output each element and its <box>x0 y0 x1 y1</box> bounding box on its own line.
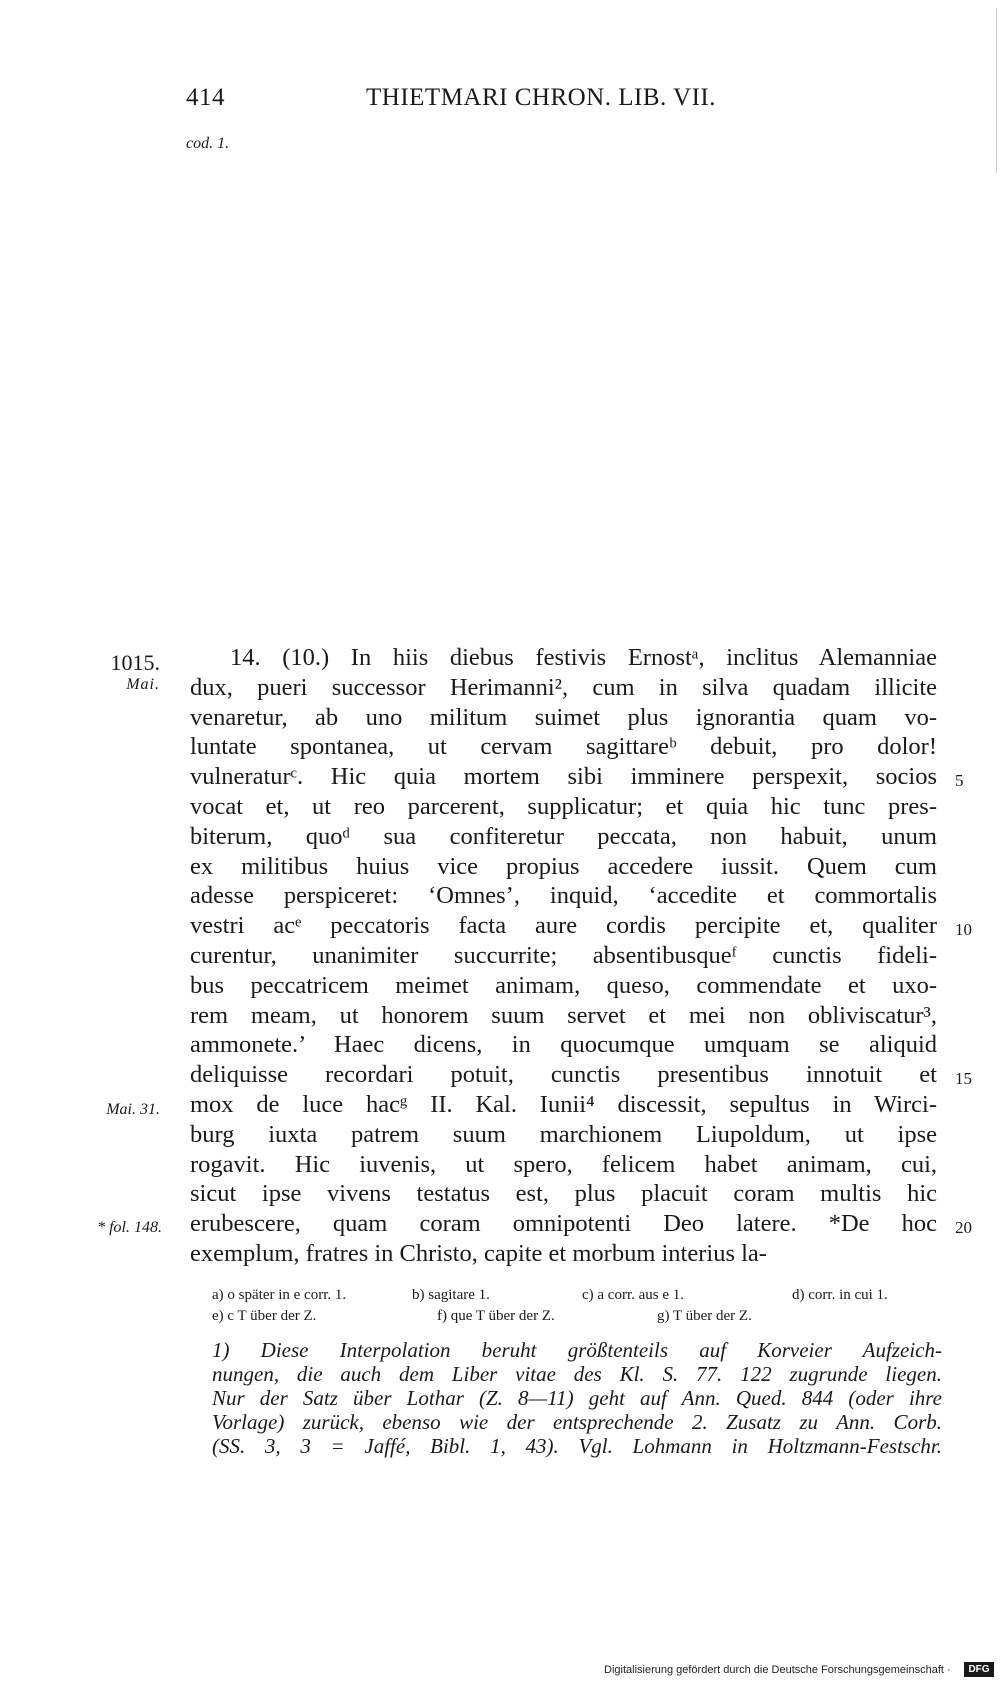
running-title: THIETMARI CHRON. LIB. VII. <box>366 84 717 111</box>
text-line: dux, pueri successor Herimanni², cum in silva quadam illicite <box>190 673 937 701</box>
variant-a: a) o später in e corr. 1. <box>212 1287 347 1303</box>
variant-d: d) corr. in cui 1. <box>792 1287 888 1303</box>
variant-b: b) sagitare 1. <box>412 1287 490 1303</box>
variant-footnotes <box>212 1285 942 1327</box>
margin-month: Mai. <box>126 676 160 693</box>
line-number: 20 <box>955 1218 972 1237</box>
footnote-line: nungen, die auch dem Liber vitae des Kl. S. 77. 122 zugrunde liegen. <box>212 1362 942 1386</box>
line-number: 10 <box>955 920 972 939</box>
page-edge-line <box>996 8 997 173</box>
codex-note: cod. 1. <box>186 135 230 152</box>
text-line: biterum, quoᵈ sua confiteretur peccata, non habuit, unum <box>190 822 937 850</box>
text-line: exemplum, fratres in Christo, capite et morbum interius la- <box>190 1239 767 1267</box>
text-line: 14. (10.) In hiis diebus festivis Ernostᵃ, inclitus Alemanniae <box>230 644 937 671</box>
text-line: vestri acᵉ peccatoris facta aure cordis percipite et, qualiter <box>190 912 937 940</box>
footnote-line: Vorlage) zurück, ebenso wie der entsprechende 2. Zusatz zu Ann. Corb. <box>212 1410 942 1434</box>
digitization-credit: Digitalisierung gefördert durch die Deutsche Forschungsgemeinschaft · <box>604 1664 951 1676</box>
variant-e: e) c T über der Z. <box>212 1308 317 1324</box>
text-line: rogavit. Hic iuvenis, ut spero, felicem habet animam, cui, <box>190 1150 937 1178</box>
text-line: mox de luce hacᵍ II. Kal. Iunii⁴ discessit, sepultus in Wirci- <box>190 1090 937 1118</box>
text-line: sicut ipse vivens testatus est, plus placuit coram multis hic <box>190 1180 937 1208</box>
text-line: ex militibus huius vice propius accedere iussit. Quem cum <box>190 852 937 880</box>
margin-date: Mai. 31. <box>106 1101 160 1118</box>
text-line: vocat et, ut reo parcerent, supplicatur; et quia hic tunc pres- <box>190 792 937 820</box>
text-line: erubescere, quam coram omnipotenti Deo latere. *De hoc <box>190 1210 937 1238</box>
variant-f: f) que T über der Z. <box>437 1308 555 1324</box>
line-number: 5 <box>955 771 964 790</box>
line-number: 15 <box>955 1069 972 1088</box>
variant-row <box>212 1285 942 1306</box>
text-line: luntate spontanea, ut cervam sagittareᵇ debuit, pro dolor! <box>190 733 937 761</box>
variant-row <box>212 1306 942 1327</box>
variant-c: c) a corr. aus e 1. <box>582 1287 685 1303</box>
text-line: rem meam, ut honorem suum servet et mei non obliviscatur³, <box>190 1001 937 1029</box>
main-text <box>190 643 937 1269</box>
footnote-line: 1) Diese Interpolation beruht größtenteils auf Korveier Aufzeich- <box>212 1338 942 1362</box>
text-line: curentur, unanimiter succurrite; absentibusqueᶠ cunctis fideli- <box>190 941 937 969</box>
text-line: deliquisse recordari potuit, cunctis presentibus innotuit et <box>190 1061 937 1089</box>
text-line: venaretur, ab uno militum suimet plus ignorantia quam vo- <box>190 703 937 731</box>
text-line: burg iuxta patrem suum marchionem Liupoldum, ut ipse <box>190 1120 937 1148</box>
footnote-line: (SS. 3, 3 = Jaffé, Bibl. 1, 43). Vgl. Lohmann in Holtzmann-Festschr. <box>212 1434 942 1458</box>
text-line: vulneraturᶜ. Hic quia mortem sibi imminere perspexit, socios <box>190 763 937 791</box>
text-line: adesse perspiceret: ‘Omnes’, inquid, ‘accedite et commortalis <box>190 882 937 910</box>
margin-folio: * fol. 148. <box>97 1219 162 1236</box>
variant-g: g) T über der Z. <box>657 1308 752 1324</box>
text-line: bus peccatricem meimet animam, queso, commendate et uxo- <box>190 971 937 999</box>
dfg-logo: DFG <box>964 1662 994 1677</box>
text-line: ammonete.’ Haec dicens, in quocumque umquam se aliquid <box>190 1031 937 1059</box>
margin-year: 1015. <box>110 650 160 675</box>
footnote-line: Nur der Satz über Lothar (Z. 8—11) geht auf Ann. Qued. 844 (oder ihre <box>212 1386 942 1410</box>
page-number: 414 <box>186 84 225 111</box>
source-footnote <box>212 1338 942 1458</box>
